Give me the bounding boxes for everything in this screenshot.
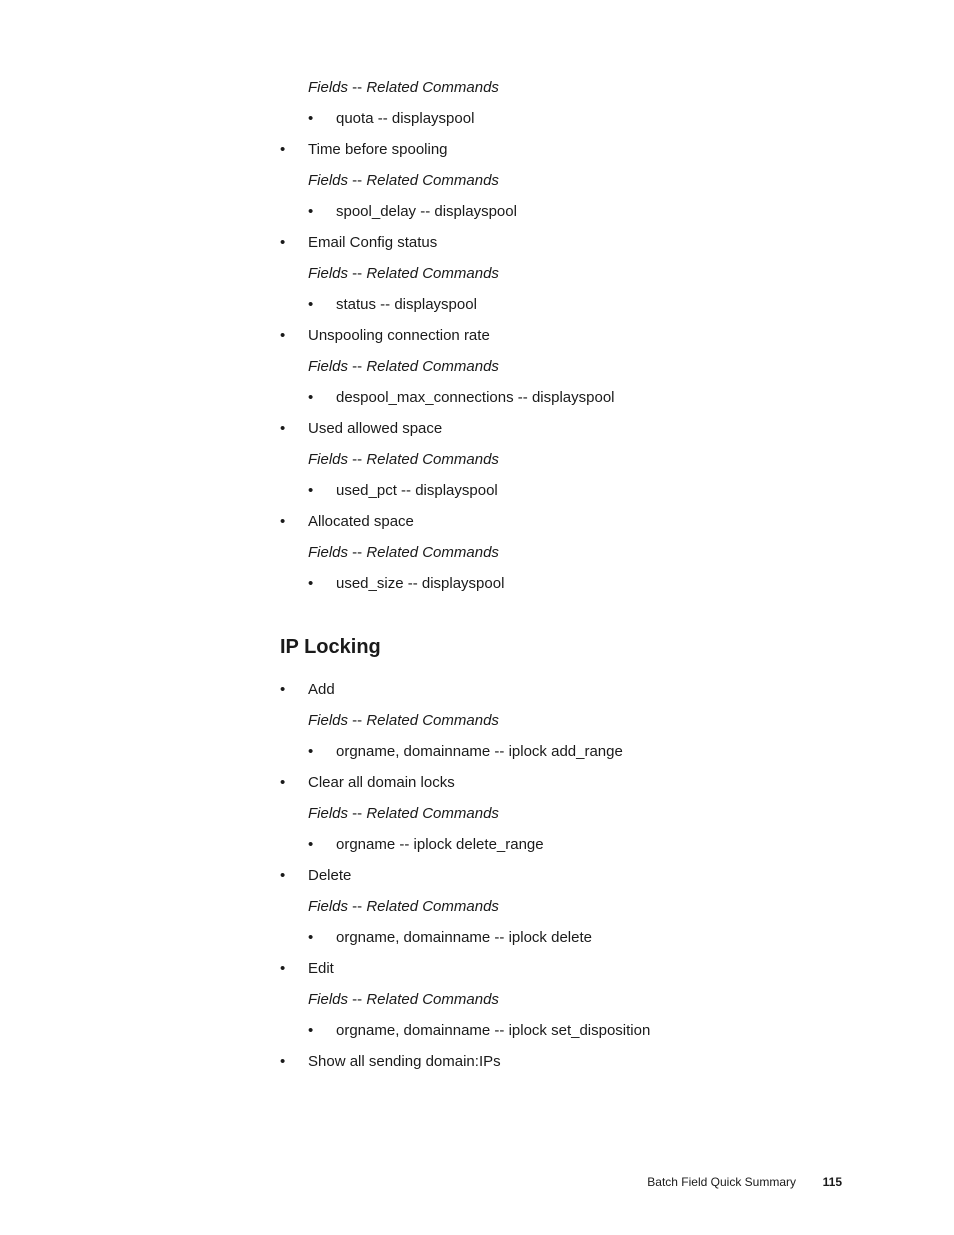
- page-number: 115: [822, 1175, 842, 1189]
- fields-related-note: Fields -- Related Commands: [308, 712, 499, 729]
- sub-list-item: • orgname -- iplock delete_range: [308, 836, 544, 853]
- sub-list-item: • spool_delay -- displayspool: [308, 203, 517, 220]
- list-item: • Delete: [280, 867, 352, 884]
- fields-related-note: Fields -- Related Commands: [308, 79, 499, 96]
- list-item: • Unspooling connection rate: [280, 327, 490, 344]
- sub-list-item: • used_size -- displayspool: [308, 575, 505, 592]
- fields-related-note: Fields -- Related Commands: [308, 265, 499, 282]
- fields-related-note: Fields -- Related Commands: [308, 172, 499, 189]
- fields-related-note: Fields -- Related Commands: [308, 358, 499, 375]
- list-item: • Edit: [280, 960, 334, 977]
- fields-related-note: Fields -- Related Commands: [308, 991, 499, 1008]
- list-item: • Add: [280, 681, 335, 698]
- footer-title: Batch Field Quick Summary: [647, 1175, 796, 1189]
- list-item: • Used allowed space: [280, 420, 443, 437]
- list-item: • Clear all domain locks: [280, 774, 455, 791]
- sub-list-item: • orgname, domainname -- iplock add_range: [308, 743, 623, 760]
- list-item: • Time before spooling: [280, 141, 448, 158]
- sub-list-item: • used_pct -- displayspool: [308, 482, 498, 499]
- fields-related-note: Fields -- Related Commands: [308, 805, 499, 822]
- list-item: • Email Config status: [280, 234, 438, 251]
- list-item: • Show all sending domain:IPs: [280, 1053, 501, 1070]
- list-item: • Allocated space: [280, 513, 414, 530]
- sub-list-item: • orgname, domainname -- iplock set_disposition: [308, 1022, 651, 1039]
- sub-list-item: • status -- displayspool: [308, 296, 477, 313]
- fields-related-note: Fields -- Related Commands: [308, 451, 499, 468]
- fields-related-note: Fields -- Related Commands: [308, 898, 499, 915]
- fields-related-note: Fields -- Related Commands: [308, 544, 499, 561]
- sub-list-item: • orgname, domainname -- iplock delete: [308, 929, 592, 946]
- page-footer: [0, 1173, 954, 1191]
- sub-list-item: • despool_max_connections -- displayspool: [308, 389, 615, 406]
- sub-list-item: • quota -- displayspool: [308, 110, 475, 127]
- page-content: [280, 78, 880, 1072]
- section-heading: IP Locking: [280, 636, 381, 658]
